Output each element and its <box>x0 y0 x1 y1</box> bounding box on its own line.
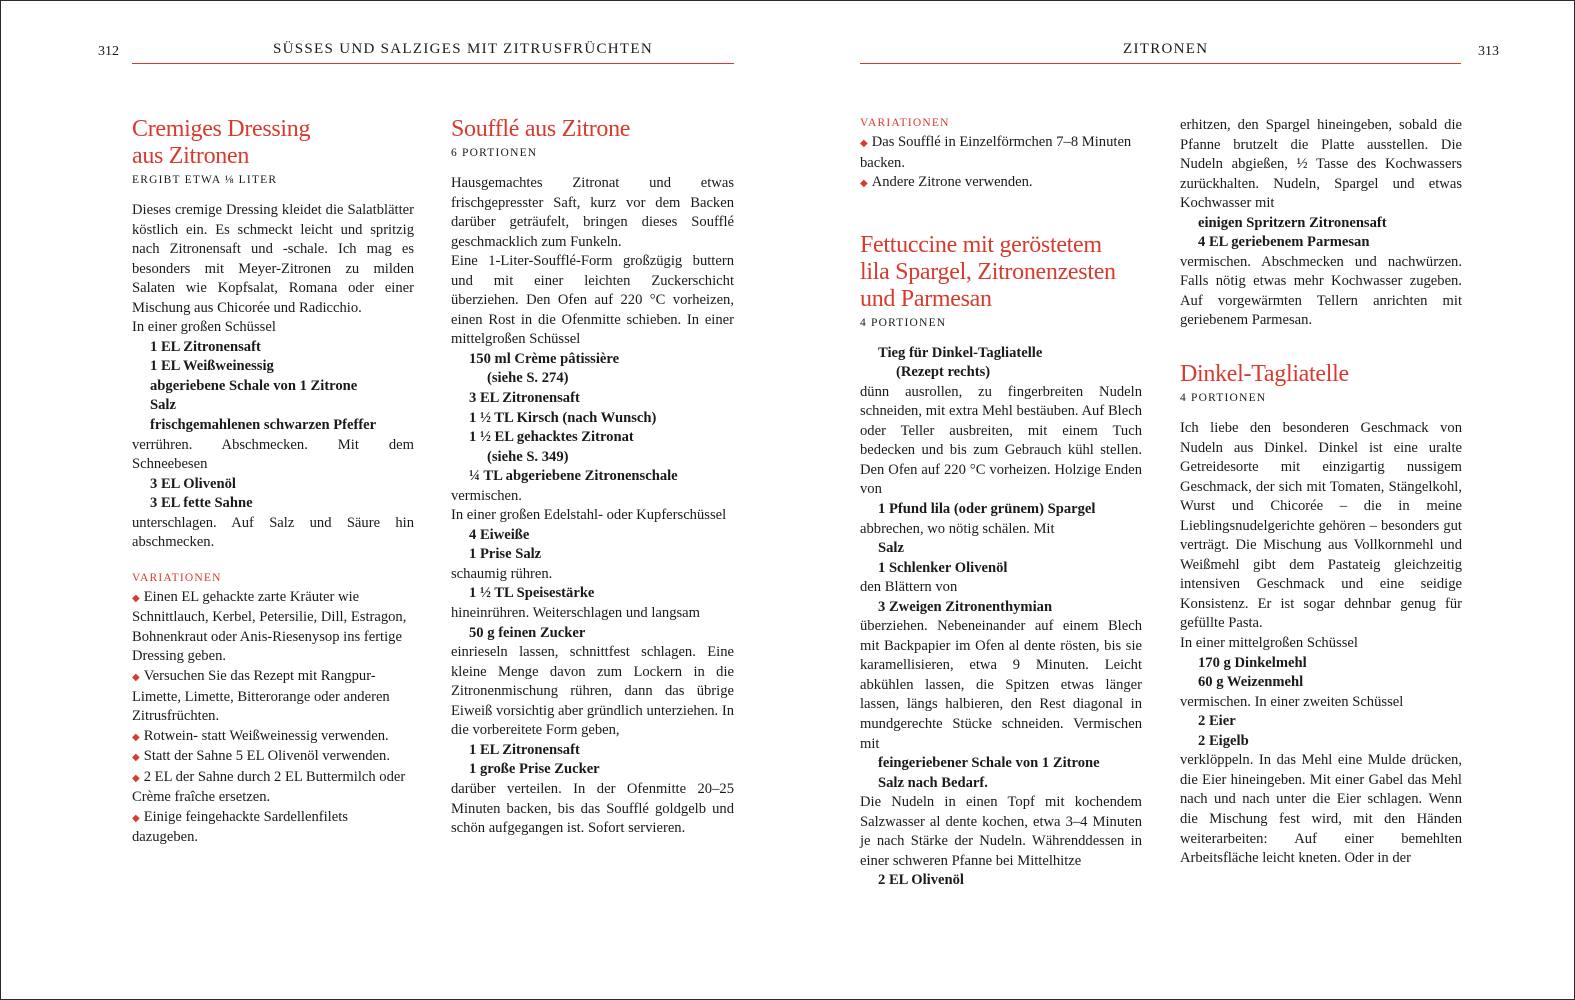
instruction: hineinrühren. Weiterschlagen und langsam <box>451 605 701 622</box>
right-page-number: 313 <box>1478 44 1499 59</box>
ingredient: 1 Prise Salz <box>469 546 542 563</box>
diamond-bullet-icon: ◆ <box>132 752 140 764</box>
ingredient: ¼ TL abgeriebene Zitronenschale <box>469 468 678 485</box>
ingredient: 4 EL geriebenem Parmesan <box>1198 234 1370 251</box>
diamond-bullet-icon: ◆ <box>132 812 140 824</box>
instruction: vermischen. Abschmecken und nachwürzen. Falls nötig etwas mehr Kochwasser zugeben. Auf vorgewärmten Tellern anrichten mit geriebenem Parmesan. <box>1180 253 1462 329</box>
ingredient: 2 EL Olivenöl <box>878 872 964 889</box>
recipe-yield: 6 PORTIONEN <box>451 147 538 159</box>
variations-heading: VARIATIONEN <box>860 117 950 129</box>
ingredient: abgeriebene Schale von 1 Zitrone <box>150 377 358 394</box>
ingredient: 170 g Dinkelmehl <box>1198 654 1307 671</box>
ingredient: feingeriebener Schale von 1 Zitrone <box>878 755 1100 772</box>
diamond-bullet-icon: ◆ <box>132 672 140 684</box>
recipe-intro: Dieses cremige Dressing kleidet die Salatblätter köstlich ein. Es schmeckt leicht und spritzig nach Zitronensaft und -schale. Ich mag es besonders mit Meyer-Zitronen zu milden Salaten wie Kopfsalat, Romana oder einer Mischung aus Chicorée und Radicchio. <box>132 202 414 316</box>
ingredient: 1 EL Weißweinessig <box>150 358 274 375</box>
recipe-title-dressing: Cremiges Dressing aus Zitronen <box>132 116 311 169</box>
variation-item: ◆ Einige feingehackte Sardellenfilets dazugeben. <box>132 808 348 846</box>
recipe-intro: Hausgemachtes Zitronat und etwas frischgepresster Saft, kurz vor dem Backen darüber geträufelt, bringen dieses Soufflé geschmacklich zum Funkeln. <box>451 175 734 250</box>
ingredient: 1 Pfund lila (oder grünem) Spargel <box>878 501 1096 518</box>
instruction: überziehen. Nebeneinander auf einem Blech mit Backpapier im Ofen al dente rösten, bis sie karamellisieren, etwa 9 Minuten. Leicht abkühlen lassen, die Spitzen etwas länger lassen, längs halbieren, den Rest diagonal in mundgerechte Stücke schneiden. Vermischen mit <box>860 618 1142 752</box>
column-3 <box>860 116 1142 891</box>
instruction: abbrechen, wo nötig schälen. Mit <box>860 520 1055 537</box>
variation-item: ◆ Versuchen Sie das Rezept mit Rangpur-Limette, Limette, Bitterorange oder anderen Zitrusfrüchten. <box>132 668 390 725</box>
ingredient: 1 EL Zitronensaft <box>150 338 261 355</box>
instruction: verklöppeln. In das Mehl eine Mulde drücken, die Eier hineingeben. Mit einer Gabel das Mehl nach und nach unter die Eier schlagen. Wenn die Mischung fest wird, mit den Händen weiterarbeiten: Auf einer bemehlten Arbeitsfläche leicht kneten. Oder in der <box>1180 752 1462 867</box>
instruction: unterschlagen. Auf Salz und Säure hin abschmecken. <box>132 514 414 551</box>
column-1 <box>132 116 414 848</box>
left-header-rule <box>132 63 734 64</box>
ingredient: (siehe S. 349) <box>487 448 569 465</box>
column-4 <box>1180 116 1462 869</box>
recipe-title-tagliatelle: Dinkel-Tagliatelle <box>1180 361 1349 388</box>
ingredient: 50 g feinen Zucker <box>469 624 586 641</box>
instruction: In einer mittelgroßen Schüssel <box>1180 635 1358 652</box>
right-running-header: ZITRONEN <box>1123 41 1209 57</box>
variation-item: ◆ Andere Zitrone verwenden. <box>860 174 1033 191</box>
diamond-bullet-icon: ◆ <box>860 138 868 149</box>
ingredient: (siehe S. 274) <box>487 370 569 387</box>
ingredient: (Rezept rechts) <box>896 364 991 381</box>
ingredient: 60 g Weizenmehl <box>1198 674 1304 691</box>
recipe-title-souffle: Soufflé aus Zitrone <box>451 116 631 142</box>
instruction: einrieseln lassen, schnittfest schlagen. Eine kleine Menge davon zum Lockern in die Zitronenmischung rühren, dann das übrige Eiweiß vorsichtig aber gründlich unterziehen. In die vorbereitete Form geben, <box>451 644 734 739</box>
instruction: erhitzen, den Spargel hineingeben, sobald die Pfanne brutzelt die Platte ausstellen. Die Nudeln abgießen, ½ Tasse des Kochwassers zurückhalten. Nudeln, Spargel und etwas Kochwasser mit <box>1180 117 1462 212</box>
instruction: dünn ausrollen, zu fingerbreiten Nudeln schneiden, mit extra Mehl bestäuben. Auf Blech oder Teller ausbreiten, mit einem Tuch bedecken und bis zum Gebrauch kühl stellen. Den Ofen auf 220 °C vorheizen. Holzige Enden von <box>860 383 1142 498</box>
ingredient: 150 ml Crème pâtissière <box>469 350 620 367</box>
variation-item: ◆ Das Soufflé in Einzelförmchen 7–8 Minuten backen. <box>860 134 1132 171</box>
recipe-intro: Ich liebe den besonderen Geschmack von Nudeln aus Dinkel. Dinkel ist eine uralte Getreidesorte mit einzigartig nussigem Geschmack, der sich mit Tomaten, Stängelkohl, Wurst und Chicorée – die in meine Lieblingsnudelgerichte gehören – besonders gut verträgt. Die Mischung aus Vollkornmehl und Weißmehl gibt dem Pastateig gleichzeitig intensiven Geschmack und eine seidige Konsistenz. Er ist sogar dehnbar genug für gefüllte Pasta. <box>1180 420 1462 632</box>
diamond-bullet-icon: ◆ <box>132 772 140 784</box>
instruction: In einer großen Edelstahl- oder Kupferschüssel <box>451 507 727 524</box>
ingredient: 1 ½ EL gehacktes Zitronat <box>469 429 634 446</box>
ingredient: 3 EL Zitronensaft <box>469 390 580 407</box>
recipe-yield: 4 PORTIONEN <box>1180 392 1267 405</box>
ingredient: Tieg für Dinkel-Tagliatelle <box>878 344 1043 361</box>
instruction: schaumig rühren. <box>451 565 553 582</box>
ingredient: 3 Zweigen Zitronenthymian <box>878 598 1053 615</box>
ingredient: 1 Schlenker Olivenöl <box>878 559 1008 576</box>
variations-heading: VARIATIONEN <box>132 571 222 584</box>
ingredient: 3 EL fette Sahne <box>150 495 253 512</box>
instruction: Eine 1-Liter-Soufflé-Form großzügig buttern und mit einer leichten Zuckerschicht überziehen. Den Ofen auf 220 °C vorheizen, einen Rost in die Ofenmitte schieben. In einer mittelgroßen Schüssel <box>451 253 734 348</box>
recipe-title-fettuccine: Fettuccine mit geröstetem lila Spargel, Zitronenzesten und Parmesan <box>860 231 1116 312</box>
ingredient: 1 große Prise Zucker <box>469 761 600 778</box>
instruction: darüber verteilen. In der Ofenmitte 20–25 Minuten backen, bis das Soufflé goldgelb und schön aufgegangen ist. Sofort servieren. <box>451 780 734 837</box>
variation-item: ◆ Rotwein- statt Weißweinessig verwenden. <box>132 727 389 744</box>
ingredient: Salz <box>150 397 176 414</box>
left-running-header: SÜSSES UND SALZIGES MIT ZITRUSFRÜCHTEN <box>273 41 653 57</box>
variation-item: ◆ 2 EL der Sahne durch 2 EL Buttermilch oder Crème fraîche ersetzen. <box>132 768 406 806</box>
instruction: den Blättern von <box>860 579 958 596</box>
ingredient: 3 EL Olivenöl <box>150 475 236 492</box>
left-page-number: 312 <box>98 44 119 59</box>
diamond-bullet-icon: ◆ <box>132 592 140 604</box>
ingredient: einigen Spritzern Zitronensaft <box>1198 214 1387 231</box>
instruction: vermischen. In einer zweiten Schüssel <box>1180 693 1404 710</box>
instruction: Die Nudeln in einen Topf mit kochendem Salzwasser al dente kochen, etwa 3–4 Minuten je nach Stärke der Nudeln. Währenddessen in einer schweren Pfanne bei Mittelhitze <box>860 794 1142 869</box>
recipe-yield: 4 PORTIONEN <box>860 316 947 329</box>
ingredient: 1 ½ TL Kirsch (nach Wunsch) <box>469 409 657 426</box>
recipe-yield: ERGIBT ETWA ⅛ LITER <box>132 174 278 186</box>
ingredient: 4 Eiweiße <box>469 526 530 543</box>
ingredient: 2 Eier <box>1198 713 1236 730</box>
column-2 <box>451 116 734 839</box>
instruction: verrühren. Abschmecken. Mit dem Schneebesen <box>132 436 414 473</box>
ingredient: 2 Eigelb <box>1198 732 1249 749</box>
diamond-bullet-icon: ◆ <box>860 178 868 190</box>
right-header-rule <box>860 63 1461 64</box>
ingredient: frischgemahlenen schwarzen Pfeffer <box>150 417 377 434</box>
variation-item: ◆ Statt der Sahne 5 EL Olivenöl verwenden. <box>132 748 390 765</box>
instruction: vermischen. <box>451 487 522 504</box>
ingredient: Salz nach Bedarf. <box>878 774 988 791</box>
variation-item: ◆ Einen EL gehackte zarte Kräuter wie Schnittlauch, Kerbel, Petersilie, Dill, Estragon, Bohnenkraut oder Anis-Riesenysop ins fertige Dressing geben. <box>132 588 407 665</box>
ingredient: 1 ½ TL Speisestärke <box>469 585 595 602</box>
ingredient: 1 EL Zitronensaft <box>469 741 580 758</box>
ingredient: Salz <box>878 540 904 557</box>
instruction: In einer großen Schüssel <box>132 319 276 336</box>
diamond-bullet-icon: ◆ <box>132 731 140 743</box>
